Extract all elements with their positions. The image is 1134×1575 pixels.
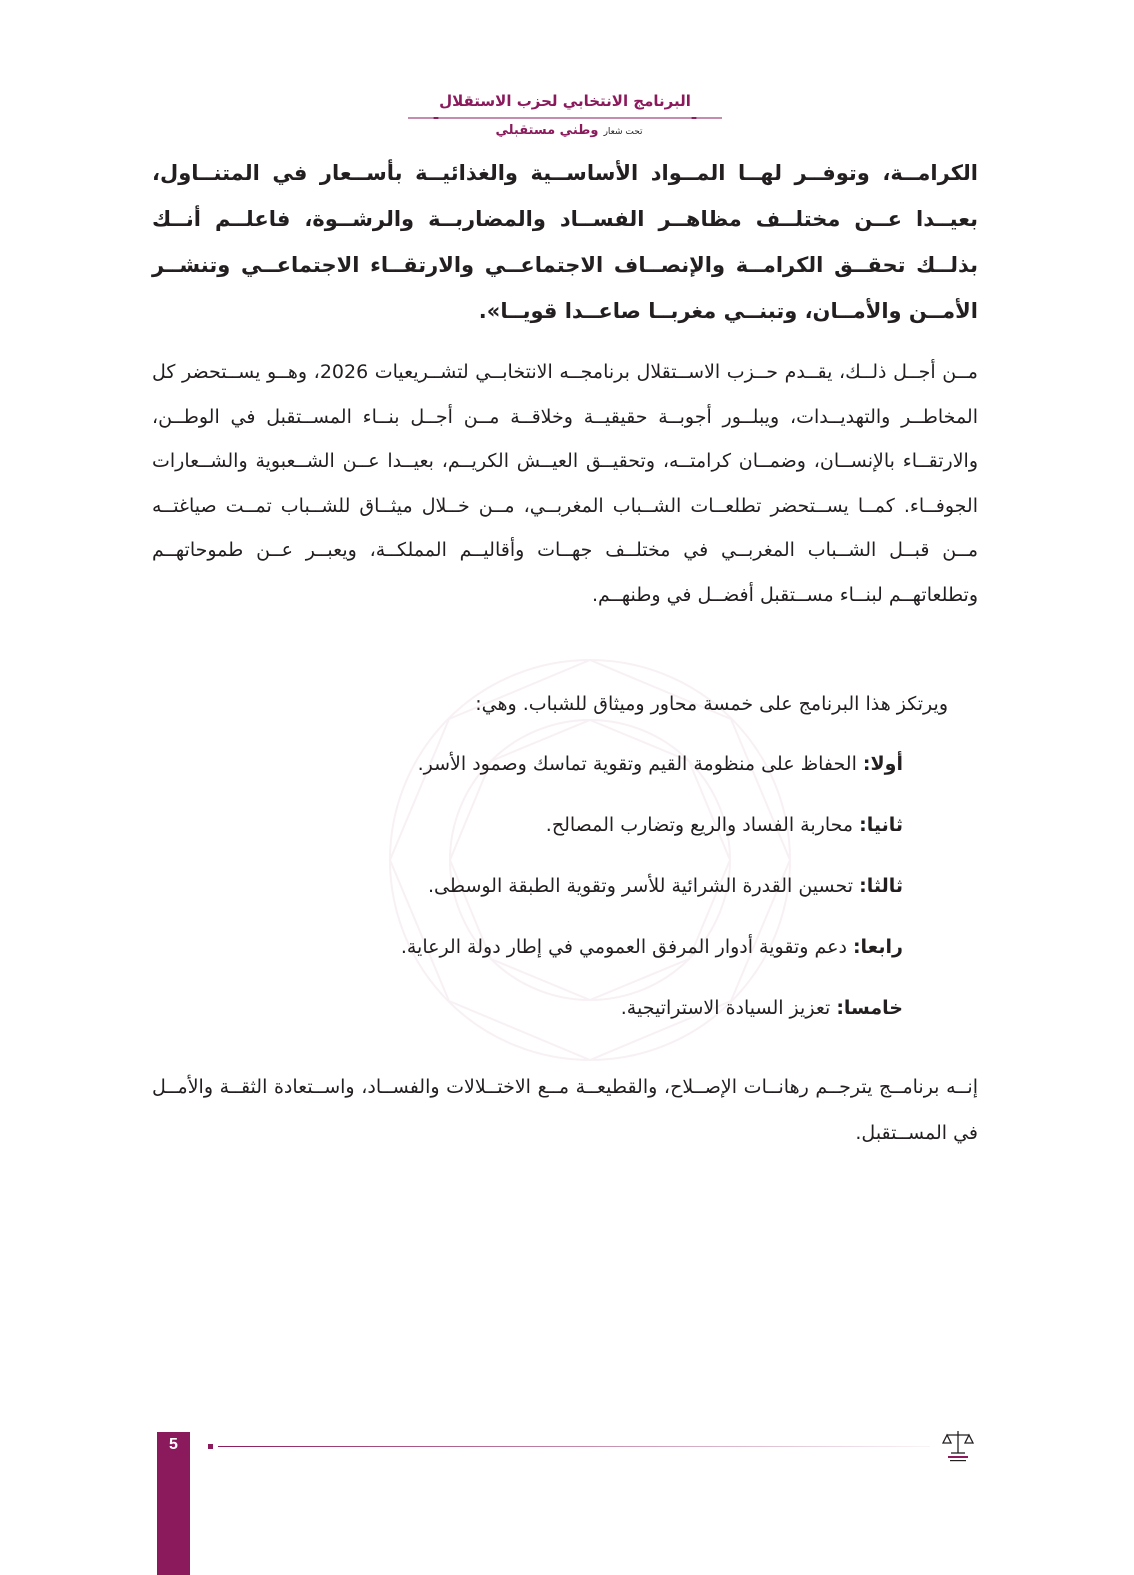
axis-text: محاربة الفساد والريع وتضارب المصالح. [545, 814, 854, 836]
page-header [400, 92, 730, 138]
slogan-prefix: تحت شعار [603, 127, 643, 137]
page-number: 5 [169, 1436, 178, 1453]
closing-paragraph: إنــه برنامــج يترجــم رهانــات الإصــلاح، والقطيعــة مــع الاختــلالات والفســاد، واســتعادة الثقــة والأمــل في المســتقبل. [152, 1076, 978, 1144]
program-paragraph: مــن أجــل ذلــك، يقــدم حــزب الاســتقلال برنامجــه الانتخابــي لتشــريعيات 2026، وهــو يســتحضر كل المخاطــر والتهديــدات، ويبلــور أجوبــة حقيقيــة وخلاقــة مــن أجــل بنــاء المســتقبل في الوطــن، والارتقــاء بالإنســان، وضمــان كرامتــه، وتحقيــق العيــش الكريــم، بعيــدا عــن الشــعبوية والشــعارات الجوفــاء. كمــا يســتحضر تطلعــات الشــباب المغربــي، مــن خــلال ميثــاق للشــباب تمــت صياغتــه مــن قبــل الشــباب المغربــي في مختلــف جهــات وأقاليــم المملكــة، ويعبــر عــن طموحاتهــم وتطلعاتهــم لبنــاء مســتقبل أفضــل في وطنهــم. [152, 361, 978, 606]
bold-paragraph: الكرامــة، وتوفــر لهــا المــواد الأساســية والغذائيــة بأســعار في المتنــاول، بعيــدا عــن مختلــف مظاهــر الفســاد والمضاربــة والرشــوة، فاعلــم أنــك بذلــك تحقــق الكرامــة والإنصــاف الاجتماعــي والارتقــاء الاجتماعــي وتنشــر الأمــن والأمــان، وتبنــي مغربــا صاعــدا قويــا». [152, 161, 978, 323]
header-divider [408, 117, 722, 119]
list-item [240, 988, 903, 1049]
axis-text: تحسين القدرة الشرائية للأسر وتقوية الطبقة الوسطى. [427, 875, 854, 897]
axis-text: الحفاظ على منظومة القيم وتقوية تماسك وصمود الأسر. [417, 753, 857, 775]
slogan: وطني مستقبلي [495, 123, 599, 138]
list-item [240, 805, 903, 866]
list-item [240, 866, 903, 927]
footer-divider [208, 1443, 930, 1449]
axis-label: خامسا: [836, 997, 903, 1019]
axis-text: تعزيز السيادة الاستراتيجية. [620, 997, 831, 1019]
list-item [240, 927, 903, 988]
axes-list [240, 744, 903, 1049]
header-slogan-line [494, 121, 644, 140]
axis-label: رابعا: [852, 936, 903, 958]
axis-text: دعم وتقوية أدوار المرفق العمومي في إطار دولة الرعاية. [400, 936, 847, 958]
axis-label: ثالثا: [859, 875, 903, 897]
scales-logo-icon [938, 1425, 978, 1465]
axis-label: أولا: [862, 753, 903, 775]
axis-label: ثانيا: [859, 814, 903, 836]
list-item [240, 744, 903, 805]
axes-intro: ويرتكز هذا البرنامج على خمسة محاور وميثاق للشباب. وهي: [475, 693, 948, 715]
header-title: البرنامج الانتخابي لحزب الاستقلال [439, 92, 691, 110]
